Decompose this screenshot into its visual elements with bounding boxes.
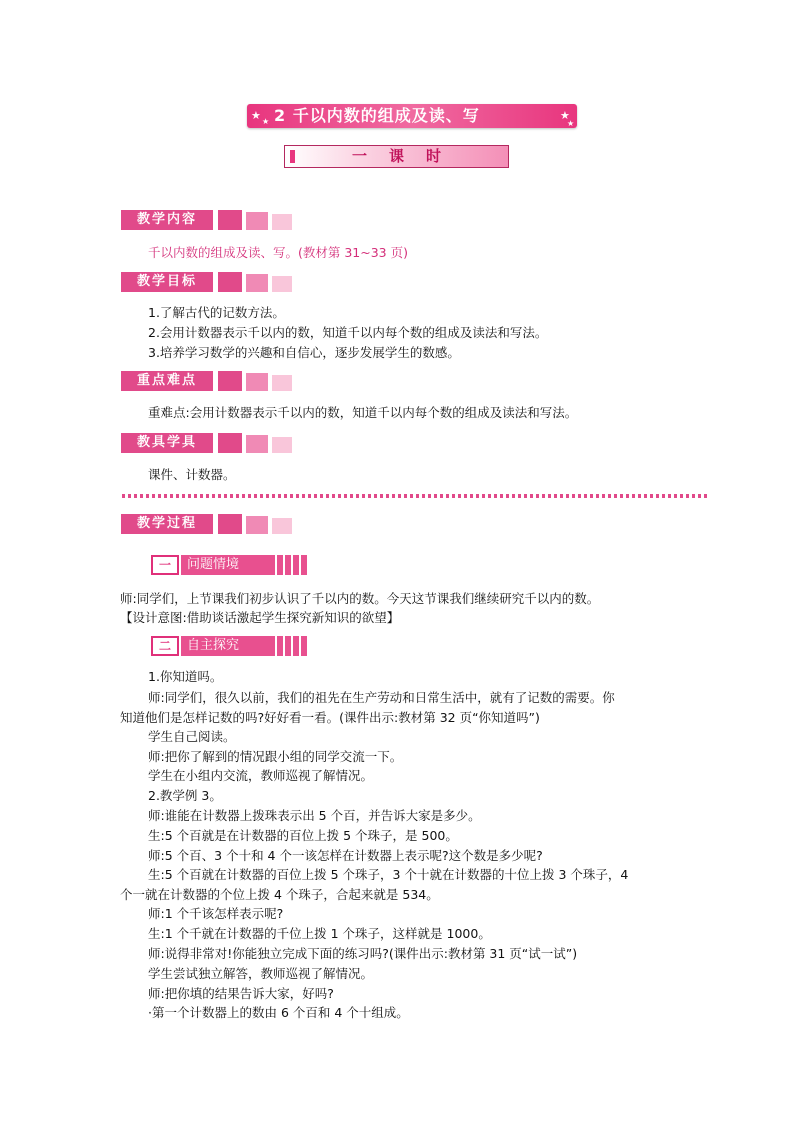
section-square [218,514,242,534]
paragraph: 知道他们是怎样记数的吗?好好看一看。(课件出示:教材第 32 页“你知道吗”) [120,710,540,725]
section-label-process: 教学过程 [121,514,213,534]
section-label-difficulty: 重点难点 [121,371,213,391]
paragraph: 师:把你了解到的情况跟小组的同学交流一下。 [148,749,403,764]
paragraph: 生:5 个百就是在计数器的百位上拨 5 个珠子，是 500。 [148,828,458,843]
step-label: 问题情境 [181,555,269,575]
paragraph: 师:同学们，很久以前，我们的祖先在生产劳动和日常生活中，就有了记数的需要。你 [148,690,615,705]
section-square [218,371,242,391]
dotted-divider [122,494,710,498]
difficulty-text: 重难点:会用计数器表示千以内的数，知道千以内每个数的组成及读法和写法。 [148,405,578,420]
paragraph: 学生尝试独立解答，教师巡视了解情况。 [148,966,374,981]
step-label: 自主探究 [181,636,269,656]
step-stripes [269,555,309,575]
section-square [272,276,292,292]
paragraph: 师:谁能在计数器上拨珠表示出 5 个百，并告诉大家是多少。 [148,808,481,823]
section-square [246,373,268,391]
tools-text: 课件、计数器。 [148,467,236,482]
step-number: 一 [151,555,179,575]
content-text: 千以内数的组成及读、写。(教材第 31~33 页) [148,245,408,260]
design-note: 【设计意图:借助谈话激起学生探究新知识的欲望】 [120,610,400,625]
paragraph: 学生在小组内交流，教师巡视了解情况。 [148,768,374,783]
paragraph: 师:5 个百、3 个十和 4 个一该怎样在计数器上表示呢?这个数是多少呢? [148,848,543,863]
section-square [218,433,242,453]
section-square [218,210,242,230]
paragraph: 个一就在计数器的个位上拨 4 个珠子，合起来就是 534。 [120,887,439,902]
section-label-tools: 教具学具 [121,433,213,453]
section-square [272,437,292,453]
star-icon: ★ [251,109,261,122]
paragraph: 学生自己阅读。 [148,729,236,744]
section-square [246,212,268,230]
section-label-content: 教学内容 [121,210,213,230]
paragraph: 2.教学例 3。 [148,788,222,803]
section-square [246,516,268,534]
section-square [246,435,268,453]
section-square [272,518,292,534]
star-icon: ★ [567,119,575,128]
paragraph: 生:5 个百就在计数器的百位上拨 5 个珠子，3 个十就在计数器的十位上拨 3 个珠子，4 [148,867,629,882]
bullet-item: ·第一个计数器上的数由 6 个百和 4 个十组成。 [148,1005,409,1020]
star-icon: ★ [262,117,270,126]
section-square [272,375,292,391]
goal-item: 2.会用计数器表示千以内的数，知道千以内每个数的组成及读法和写法。 [148,325,548,340]
lesson-title: 2 千以内数的组成及读、写 [274,106,480,125]
section-square [246,274,268,292]
paragraph: 师:同学们，上节课我们初步认识了千以内的数。今天这节课我们继续研究千以内的数。 [120,591,600,606]
star-icon: ★ [560,109,570,122]
step-number: 二 [151,636,179,656]
section-label-goals: 教学目标 [121,272,213,292]
paragraph: 师:把你填的结果告诉大家，好吗? [148,986,334,1001]
paragraph: 生:1 个千就在计数器的千位上拨 1 个珠子，这样就是 1000。 [148,926,491,941]
goal-item: 1.了解古代的记数方法。 [148,305,285,320]
section-square [272,214,292,230]
section-square [218,272,242,292]
paragraph: 1.你知道吗。 [148,669,223,684]
paragraph: 师:说得非常对!你能独立完成下面的练习吗?(课件出示:教材第 31 页“试一试”) [148,946,578,961]
subtitle-text: 一课时 [351,147,463,165]
goal-item: 3.培养学习数学的兴趣和自信心，逐步发展学生的数感。 [148,345,460,360]
step-stripes [269,636,309,656]
paragraph: 师:1 个千该怎样表示呢? [148,906,284,921]
